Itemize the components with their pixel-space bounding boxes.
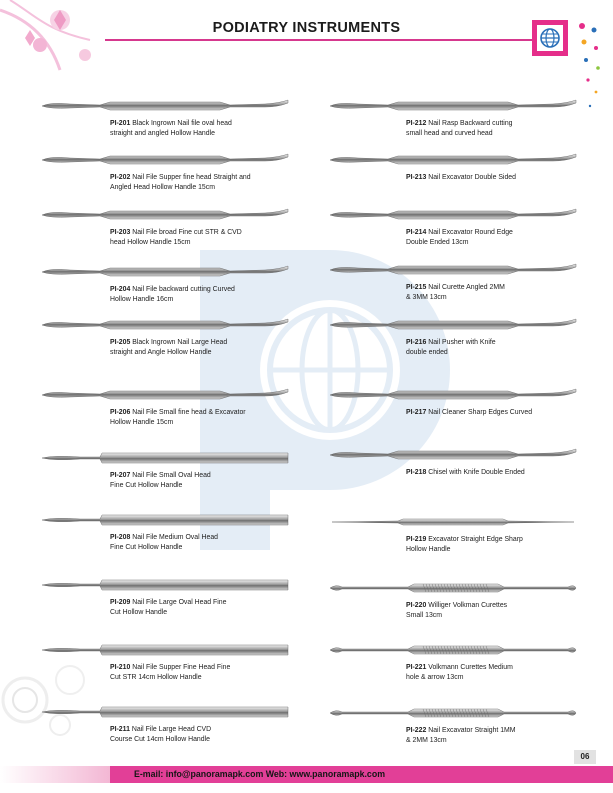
product-code: PI-206	[110, 409, 131, 416]
product-caption	[328, 663, 598, 683]
globe-icon	[539, 27, 561, 49]
product-description-line2: Hollow Handle 16cm	[110, 296, 174, 303]
product-code: PI-213	[406, 174, 427, 181]
product-item	[40, 640, 310, 683]
product-item	[328, 512, 598, 555]
instrument-image	[40, 385, 310, 405]
product-description: Nail File broad Fine cut STR & CVD	[130, 229, 242, 236]
product-item	[40, 150, 310, 193]
product-description: Nail File Supper fine head Straight and	[130, 174, 251, 181]
instrument-image	[40, 510, 310, 530]
product-caption	[40, 533, 310, 553]
product-item	[328, 315, 598, 358]
product-code: PI-215	[406, 284, 427, 291]
product-description: Nail File Small fine head & Excavator	[130, 409, 246, 416]
page-number: 06	[574, 750, 596, 764]
instrument-image	[40, 262, 310, 282]
product-item	[328, 640, 598, 683]
product-item	[328, 445, 598, 478]
footer-fade	[0, 766, 110, 783]
product-description-line2: & 2MM 13cm	[406, 737, 447, 744]
instrument-image	[40, 448, 310, 468]
product-code: PI-208	[110, 534, 131, 541]
product-caption	[40, 228, 310, 248]
product-description-line2: double ended	[406, 349, 448, 356]
product-item	[328, 150, 598, 183]
product-description: Black Ingrown Nail file oval head	[130, 120, 232, 127]
product-description-line2: Fine Cut Hollow Handle	[110, 482, 183, 489]
product-item	[40, 96, 310, 139]
instrument-image	[328, 150, 598, 170]
instrument-image	[328, 96, 598, 116]
product-description-line2: straight and Angle Hollow Handle	[110, 349, 212, 356]
product-caption	[40, 725, 310, 745]
product-description-line2: Double Ended 13cm	[406, 239, 469, 246]
product-description: Nail File Medium Oval Head	[130, 534, 219, 541]
product-description: Excavator Straight Edge Sharp	[426, 536, 523, 543]
product-caption	[328, 119, 598, 139]
product-code: PI-214	[406, 229, 427, 236]
product-caption	[40, 285, 310, 305]
product-description: Nail File Small Oval Head	[130, 472, 211, 479]
product-item	[40, 385, 310, 428]
instrument-image	[40, 205, 310, 225]
instrument-image	[40, 702, 310, 722]
product-description: Nail Rasp Backward cutting	[426, 120, 513, 127]
product-caption	[328, 468, 598, 478]
product-description: Williger Volkman Curettes	[426, 602, 508, 609]
product-item	[40, 448, 310, 491]
product-description: Nail File backward cutting Curved	[130, 286, 235, 293]
product-code: PI-217	[406, 409, 427, 416]
product-description-line2: Hollow Handle	[406, 546, 451, 553]
instrument-image	[328, 445, 598, 465]
brand-logo	[532, 20, 568, 56]
product-description: Black Ingrown Nail Large Head	[130, 339, 228, 346]
product-code: PI-205	[110, 339, 131, 346]
product-description-line2: Course Cut 14cm Hollow Handle	[110, 736, 210, 743]
product-item	[328, 385, 598, 418]
product-code: PI-210	[110, 664, 131, 671]
instrument-image	[40, 315, 310, 335]
product-item	[40, 262, 310, 305]
product-description: Nail Cleaner Sharp Edges Curved	[426, 409, 533, 416]
product-description: Volkmann Curettes Medium	[426, 664, 513, 671]
product-code: PI-212	[406, 120, 427, 127]
product-item	[40, 510, 310, 553]
product-item	[328, 96, 598, 139]
product-item	[40, 702, 310, 745]
product-caption	[328, 726, 598, 746]
product-item	[40, 205, 310, 248]
product-code: PI-221	[406, 664, 427, 671]
instrument-image	[328, 703, 598, 723]
product-code: PI-209	[110, 599, 131, 606]
instrument-image	[40, 150, 310, 170]
instrument-image	[40, 575, 310, 595]
product-code: PI-207	[110, 472, 131, 479]
product-caption	[328, 228, 598, 248]
product-caption	[40, 663, 310, 683]
product-code: PI-203	[110, 229, 131, 236]
product-caption	[40, 338, 310, 358]
product-caption	[328, 601, 598, 621]
instrument-image	[328, 205, 598, 225]
instrument-image	[328, 640, 598, 660]
product-caption	[40, 119, 310, 139]
footer-contact: E-mail: info@panoramapk.com Web: www.panoramapk.com	[134, 769, 386, 779]
product-code: PI-216	[406, 339, 427, 346]
product-description-line2: Fine Cut Hollow Handle	[110, 544, 183, 551]
product-description: Nail Excavator Straight 1MM	[426, 727, 516, 734]
instrument-image	[328, 385, 598, 405]
product-description-line2: Small 13cm	[406, 612, 442, 619]
product-caption	[40, 408, 310, 428]
instrument-image	[328, 578, 598, 598]
product-code: PI-211	[110, 726, 130, 733]
product-caption	[328, 338, 598, 358]
product-caption	[328, 173, 598, 183]
product-code: PI-219	[406, 536, 427, 543]
product-description-line2: small head and curved head	[406, 130, 493, 137]
product-description-line2: Angled Head Hollow Handle 15cm	[110, 184, 215, 191]
product-caption	[40, 173, 310, 193]
page-title: PODIATRY INSTRUMENTS	[212, 20, 401, 36]
product-item	[40, 315, 310, 358]
product-description-line2: Cut Hollow Handle	[110, 609, 168, 616]
product-item	[328, 703, 598, 746]
product-item	[328, 260, 598, 303]
product-caption	[328, 408, 598, 418]
product-description: Nail Excavator Round Edge	[426, 229, 513, 236]
instrument-image	[328, 512, 598, 532]
product-item	[328, 205, 598, 248]
product-description: Nail Pusher with Knife	[426, 339, 496, 346]
instrument-image	[40, 96, 310, 116]
product-code: PI-218	[406, 469, 427, 476]
product-code: PI-201	[110, 120, 131, 127]
product-caption	[328, 535, 598, 555]
product-description: Nail Excavator Double Sided	[426, 174, 516, 181]
floral-decoration	[0, 0, 120, 90]
footer-bar	[110, 766, 613, 783]
product-description: Nail File Large Oval Head Fine	[130, 599, 227, 606]
instrument-image	[328, 315, 598, 335]
product-caption	[40, 598, 310, 618]
product-caption	[40, 471, 310, 491]
product-code: PI-204	[110, 286, 131, 293]
product-description: Nail Curette Angled 2MM	[426, 284, 505, 291]
instrument-image	[40, 640, 310, 660]
product-description-line2: Hollow Handle 15cm	[110, 419, 174, 426]
product-code: PI-222	[406, 727, 427, 734]
product-description-line2: head Hollow Handle 15cm	[110, 239, 191, 246]
product-item	[328, 578, 598, 621]
product-description-line2: hole & arrow 13cm	[406, 674, 464, 681]
title-underline	[105, 39, 535, 41]
product-description: Chisel with Knife Double Ended	[426, 469, 525, 476]
product-code: PI-220	[406, 602, 427, 609]
product-caption	[328, 283, 598, 303]
product-item	[40, 575, 310, 618]
product-description: Nail File Supper Fine Head Fine	[130, 664, 231, 671]
product-description-line2: Cut STR 14cm Hollow Handle	[110, 674, 202, 681]
instrument-image	[328, 260, 598, 280]
product-description-line2: & 3MM 13cm	[406, 294, 447, 301]
product-description-line2: straight and angled Hollow Handle	[110, 130, 215, 137]
product-code: PI-202	[110, 174, 131, 181]
product-description: Nail File Large Head CVD	[129, 726, 212, 733]
